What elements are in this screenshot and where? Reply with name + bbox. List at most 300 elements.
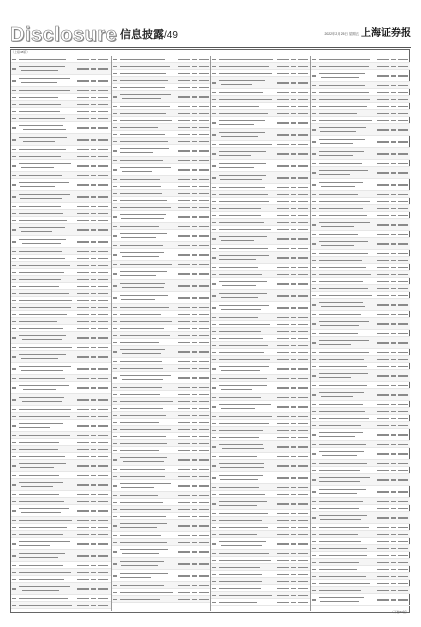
table-cell xyxy=(212,534,216,536)
table-row xyxy=(211,484,311,491)
table-cell xyxy=(212,317,216,319)
table-row xyxy=(311,82,411,89)
table-cell xyxy=(398,501,408,503)
table-row xyxy=(311,264,411,271)
table-cell xyxy=(120,94,172,96)
table-cell xyxy=(77,321,89,323)
table-cell xyxy=(178,328,190,330)
table-cell xyxy=(12,368,16,370)
table-cell xyxy=(120,66,171,68)
table-cell xyxy=(321,226,354,228)
table-cell xyxy=(312,491,316,493)
table-cell xyxy=(91,90,96,92)
table-cell xyxy=(113,422,117,424)
table-cell xyxy=(98,321,108,323)
table-cell xyxy=(122,171,152,173)
table-cell xyxy=(391,129,396,131)
table-cell xyxy=(91,442,96,444)
table-row xyxy=(11,146,111,153)
table-cell xyxy=(19,328,63,330)
table-row xyxy=(11,101,111,108)
table-row xyxy=(11,351,111,363)
table-cell xyxy=(377,281,389,283)
table-cell xyxy=(212,144,216,146)
table-cell xyxy=(19,416,70,418)
table-row xyxy=(211,420,311,427)
table-cell xyxy=(398,201,408,203)
table-cell xyxy=(219,567,260,569)
table-row xyxy=(311,299,411,311)
table-cell xyxy=(199,335,209,337)
table-cell xyxy=(178,200,190,202)
table-cell xyxy=(98,139,108,141)
table-cell xyxy=(178,436,190,438)
table-cell xyxy=(91,543,96,545)
table-cell xyxy=(377,260,389,262)
table-cell xyxy=(91,510,96,512)
table-row xyxy=(11,248,111,255)
table-cell xyxy=(312,201,316,203)
table-cell xyxy=(199,321,209,323)
table-cell xyxy=(98,118,108,120)
table-cell xyxy=(192,459,197,461)
table-cell xyxy=(12,206,16,208)
table-cell xyxy=(77,416,89,418)
table-cell xyxy=(199,575,209,577)
table-row xyxy=(112,419,212,426)
table-cell xyxy=(277,73,289,75)
table-cell xyxy=(277,153,289,155)
table-cell xyxy=(212,82,216,84)
table-cell xyxy=(98,165,108,167)
table-cell xyxy=(19,335,66,337)
table-cell xyxy=(391,491,396,493)
table-cell xyxy=(12,272,16,274)
table-cell xyxy=(277,92,289,94)
table-cell xyxy=(77,139,89,141)
table-cell xyxy=(122,379,163,381)
table-row xyxy=(211,278,311,290)
table-cell xyxy=(113,179,117,181)
table-cell xyxy=(91,555,96,557)
table-cell xyxy=(120,573,169,575)
table-cell xyxy=(298,317,308,319)
table-cell xyxy=(199,96,209,98)
table-row xyxy=(112,589,212,596)
table-cell xyxy=(199,87,209,89)
table-cell xyxy=(277,456,289,458)
table-cell xyxy=(212,238,216,240)
table-cell xyxy=(219,404,271,406)
table-cell xyxy=(113,59,117,61)
table-cell xyxy=(113,169,117,171)
table-cell xyxy=(277,416,289,418)
table-cell xyxy=(12,286,16,288)
table-cell xyxy=(113,459,117,461)
table-cell xyxy=(212,165,216,167)
table-cell xyxy=(178,551,190,553)
table-cell xyxy=(178,80,190,82)
table-row xyxy=(211,363,311,375)
table-cell xyxy=(377,304,389,306)
table-row xyxy=(11,179,111,191)
table-cell xyxy=(219,124,254,126)
table-cell xyxy=(113,307,117,309)
table-cell xyxy=(212,595,216,597)
table-cell xyxy=(277,588,289,590)
table-cell xyxy=(277,283,289,285)
table-cell xyxy=(298,331,308,333)
table-row xyxy=(311,422,411,429)
table-row xyxy=(211,314,311,321)
table-cell xyxy=(113,443,117,445)
table-cell xyxy=(192,415,197,417)
table-cell xyxy=(312,295,316,297)
table-cell xyxy=(113,245,117,247)
table-row xyxy=(311,382,411,389)
table-cell xyxy=(12,555,16,557)
table-cell xyxy=(212,588,216,590)
table-cell xyxy=(391,527,396,529)
table-cell xyxy=(120,436,166,438)
table-cell xyxy=(113,314,117,316)
table-cell xyxy=(377,253,389,255)
table-row xyxy=(11,332,111,344)
table-row xyxy=(211,564,311,571)
table-cell xyxy=(298,144,308,146)
table-row xyxy=(112,124,212,131)
table-cell xyxy=(192,368,197,370)
table-row xyxy=(11,583,111,595)
table-cell xyxy=(219,59,273,61)
table-cell xyxy=(192,235,197,237)
table-row xyxy=(112,204,212,211)
table-cell xyxy=(12,465,16,467)
table-cell xyxy=(77,501,89,503)
table-cell xyxy=(298,477,308,479)
table-cell xyxy=(91,456,96,458)
table-row xyxy=(211,413,311,420)
table-cell xyxy=(219,534,257,536)
table-cell xyxy=(291,416,296,418)
table-row xyxy=(311,148,411,160)
table-row xyxy=(11,134,111,146)
table-cell xyxy=(391,425,396,427)
table-cell xyxy=(219,366,269,368)
table-row xyxy=(11,375,111,382)
table-cell xyxy=(19,66,65,68)
table-cell xyxy=(199,351,209,353)
table-cell xyxy=(219,416,272,418)
table-cell xyxy=(91,356,96,358)
table-row xyxy=(311,566,411,573)
table-cell xyxy=(12,442,16,444)
table-cell xyxy=(178,575,190,577)
table-cell xyxy=(98,387,108,389)
table-cell xyxy=(277,177,289,179)
table-cell xyxy=(298,602,308,604)
table-cell xyxy=(398,434,408,436)
table-cell xyxy=(113,377,117,379)
table-cell xyxy=(120,535,162,537)
table-cell xyxy=(113,429,117,431)
table-cell xyxy=(178,509,190,511)
table-cell xyxy=(212,477,216,479)
table-cell xyxy=(212,416,216,418)
table-cell xyxy=(113,207,117,209)
table-cell xyxy=(277,477,289,479)
table-cell xyxy=(319,436,355,438)
table-row xyxy=(11,87,111,94)
table-cell xyxy=(219,236,267,238)
table-cell xyxy=(291,368,296,370)
table-cell xyxy=(12,118,16,120)
table-cell xyxy=(12,527,16,529)
table-cell xyxy=(192,328,197,330)
table-cell xyxy=(178,87,190,89)
table-cell xyxy=(192,443,197,445)
table-cell xyxy=(192,585,197,587)
table-row xyxy=(11,505,111,517)
table-cell xyxy=(192,351,197,353)
table-cell xyxy=(12,579,16,581)
table-cell xyxy=(12,258,16,260)
table-cell xyxy=(77,300,89,302)
table-cell xyxy=(291,295,296,297)
table-cell xyxy=(178,525,190,527)
table-cell xyxy=(312,583,316,585)
table-row xyxy=(211,226,311,233)
table-row xyxy=(211,103,311,110)
table-cell xyxy=(212,574,216,576)
table-cell xyxy=(398,66,408,68)
table-cell xyxy=(312,411,316,413)
table-cell xyxy=(98,279,108,281)
table-cell xyxy=(192,563,197,565)
table-cell xyxy=(19,409,71,411)
table-cell xyxy=(19,482,63,484)
table-cell xyxy=(391,59,396,61)
table-cell xyxy=(219,513,268,515)
table-row xyxy=(11,344,111,351)
table-cell xyxy=(192,150,197,152)
table-row xyxy=(11,524,111,531)
table-row xyxy=(211,349,311,356)
table-cell xyxy=(19,534,63,536)
table-cell xyxy=(192,87,197,89)
table-cell xyxy=(298,397,308,399)
table-cell xyxy=(120,523,168,525)
table-cell xyxy=(199,509,209,511)
table-cell xyxy=(212,99,216,101)
table-cell xyxy=(113,394,117,396)
table-cell xyxy=(298,165,308,167)
table-cell xyxy=(113,351,117,353)
table-cell xyxy=(77,118,89,120)
table-cell xyxy=(319,385,368,387)
table-cell xyxy=(312,425,316,427)
table-cell xyxy=(398,517,408,519)
table-cell xyxy=(398,163,408,165)
table-cell xyxy=(219,208,261,210)
table-cell xyxy=(77,272,89,274)
table-cell xyxy=(219,456,257,458)
table-cell xyxy=(120,200,168,202)
table-cell xyxy=(212,177,216,179)
table-cell xyxy=(277,215,289,217)
table-cell xyxy=(98,543,108,545)
table-row xyxy=(11,460,111,472)
table-cell xyxy=(298,345,308,347)
table-cell xyxy=(120,120,172,122)
table-cell xyxy=(377,418,389,420)
table-cell xyxy=(113,96,117,98)
table-cell xyxy=(12,347,16,349)
table-cell xyxy=(199,314,209,316)
table-cell xyxy=(12,494,16,496)
table-cell xyxy=(19,397,64,399)
table-cell xyxy=(391,141,396,143)
table-cell xyxy=(391,517,396,519)
table-cell xyxy=(312,342,316,344)
table-cell xyxy=(319,260,363,262)
table-cell xyxy=(291,465,296,467)
table-cell xyxy=(298,153,308,155)
table-cell xyxy=(199,73,209,75)
table-cell xyxy=(120,127,159,129)
table-cell xyxy=(377,375,389,377)
table-row xyxy=(211,382,311,394)
table-cell xyxy=(212,73,216,75)
table-cell xyxy=(277,122,289,124)
table-cell xyxy=(219,494,265,496)
table-cell xyxy=(219,345,268,347)
table-cell xyxy=(199,459,209,461)
table-cell xyxy=(319,66,369,68)
table-cell xyxy=(120,516,167,518)
table-cell xyxy=(98,425,108,427)
table-cell xyxy=(120,335,171,337)
table-cell xyxy=(312,172,316,174)
table-cell xyxy=(219,352,264,354)
table-cell xyxy=(77,97,89,99)
table-cell xyxy=(277,527,289,529)
table-cell xyxy=(391,201,396,203)
table-cell xyxy=(120,429,171,431)
table-cell xyxy=(91,465,96,467)
table-row xyxy=(311,512,411,524)
table-row xyxy=(11,224,111,236)
table-row xyxy=(211,578,311,585)
table-row xyxy=(211,538,311,550)
table-cell xyxy=(298,588,308,590)
table-cell xyxy=(312,113,316,115)
table-cell xyxy=(19,427,49,429)
table-cell xyxy=(291,560,296,562)
table-row xyxy=(112,405,212,412)
table-cell xyxy=(377,463,389,465)
table-cell xyxy=(291,257,296,259)
table-cell xyxy=(277,201,289,203)
table-row xyxy=(211,219,311,226)
table-row xyxy=(211,498,311,510)
table-cell xyxy=(298,194,308,196)
table-cell xyxy=(391,120,396,122)
table-cell xyxy=(277,144,289,146)
table-cell xyxy=(113,106,117,108)
table-cell xyxy=(77,149,89,151)
table-cell xyxy=(277,595,289,597)
table-cell xyxy=(391,541,396,543)
table-cell xyxy=(298,283,308,285)
table-cell xyxy=(219,397,261,399)
table-cell xyxy=(377,366,389,368)
table-row xyxy=(211,290,311,302)
table-cell xyxy=(291,595,296,597)
table-cell xyxy=(277,238,289,240)
table-row xyxy=(11,420,111,432)
table-cell xyxy=(192,335,197,337)
table-cell xyxy=(113,273,117,275)
table-cell xyxy=(212,513,216,515)
table-cell xyxy=(219,66,269,68)
table-cell xyxy=(277,423,289,425)
table-cell xyxy=(291,324,296,326)
table-cell xyxy=(199,516,209,518)
table-cell xyxy=(77,307,89,309)
table-cell xyxy=(19,265,70,267)
table-cell xyxy=(398,599,408,601)
table-cell xyxy=(120,599,161,601)
table-cell xyxy=(319,139,366,141)
table-cell xyxy=(199,328,209,330)
table-cell xyxy=(199,502,209,504)
table-cell xyxy=(113,141,117,143)
table-cell xyxy=(391,194,396,196)
table-cell xyxy=(199,245,209,247)
table-cell xyxy=(199,297,209,299)
table-cell xyxy=(113,127,117,129)
table-row xyxy=(311,257,411,264)
table-cell xyxy=(398,120,408,122)
table-cell xyxy=(312,359,316,361)
table-cell xyxy=(221,370,259,372)
table-cell xyxy=(19,449,58,451)
table-cell xyxy=(19,251,62,253)
table-cell xyxy=(199,415,209,417)
table-row xyxy=(112,292,212,304)
table-cell xyxy=(398,295,408,297)
table-cell xyxy=(98,286,108,288)
table-cell xyxy=(277,406,289,408)
table-cell xyxy=(19,111,60,113)
table-cell xyxy=(291,503,296,505)
table-cell xyxy=(321,306,365,308)
table-cell xyxy=(391,501,396,503)
table-cell xyxy=(122,256,158,258)
table-cell xyxy=(77,127,89,129)
table-cell xyxy=(277,345,289,347)
table-cell xyxy=(19,239,66,241)
table-cell xyxy=(178,368,190,370)
table-row xyxy=(112,558,212,570)
table-cell xyxy=(319,597,364,599)
table-cell xyxy=(21,70,58,72)
table-cell xyxy=(98,501,108,503)
table-cell xyxy=(178,226,190,228)
table-cell xyxy=(319,344,351,346)
table-cell xyxy=(19,321,57,323)
